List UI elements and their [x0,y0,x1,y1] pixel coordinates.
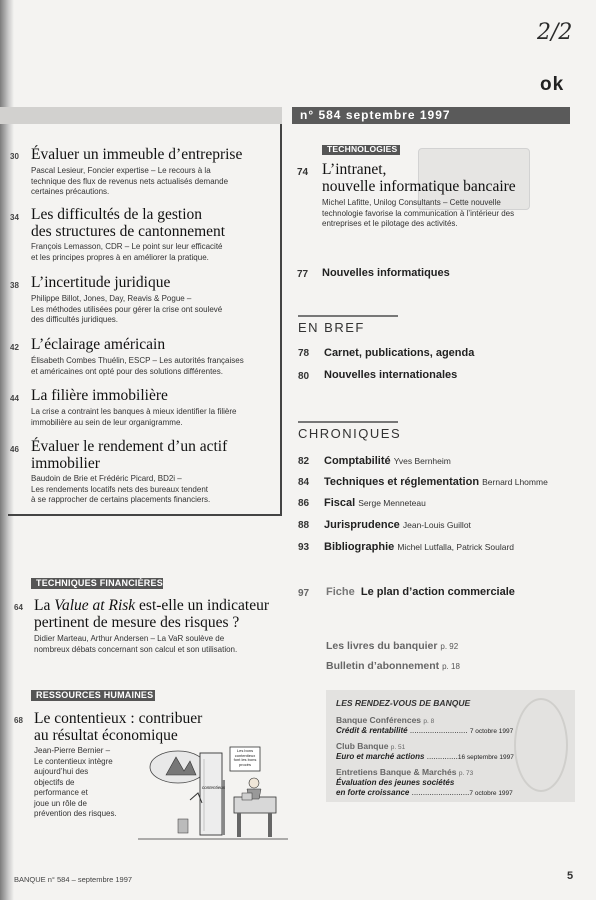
article-desc: Pascal Lesieur, Foncier expertise – Le recours à la technique des flux de revenus nets actualisés demande certaines précautions. [31,166,229,196]
page-number: 82 [298,456,310,467]
page-number: 34 [10,213,19,222]
item-title: Nouvelles internationales [324,369,458,381]
article-title: L’éclairage américain [31,336,166,353]
page-number: 64 [14,603,23,612]
cartoon-drawing [138,745,288,845]
chronique-item: Comptabilité Yves Bernheim [324,455,451,467]
rdv-event: Euro et marché actions ..............16 septembre 1997 [336,752,514,761]
article-title: Le contentieux : contribuer au résultat économique [34,710,203,744]
section-rule [298,421,398,423]
chronique-item: Techniques et réglementation Bernard Lhomme [324,476,548,488]
rdv-event: Crédit & rentabilité .......................... 7 octobre 1997 [336,726,514,735]
article-desc: Michel Lafitte, Unilog Consultants – Cette nouvelle technologie favorise la communication à l’intérieur des entreprises et le pilotage des activités. [322,198,515,228]
section-rule [298,315,398,317]
page-fraction-note: 2/2 [537,20,573,45]
rdv-name: Banque Conférences p. 8 [336,715,435,725]
item-title: Carnet, publications, agenda [324,347,475,359]
rdv-event: Évaluation des jeunes sociétés en forte croissance ..........................7 octobre 1997 [336,778,513,797]
cartoon-sign: Les bons contentieux font les bons procès [233,748,257,767]
article-title: L’incertitude juridique [31,274,171,291]
article-desc: François Lemasson, CDR – Le point sur leur efficacité et les principes propres à en améliorer la pratique. [31,242,223,262]
section-label-techniques: TECHNIQUES FINANCIÈRES [36,578,163,588]
section-label-technologies: TECHNOLOGIES [327,144,398,154]
header-band-left [0,107,282,124]
section-heading: EN BREF [298,320,365,335]
article-title: Évaluer le rendement d’un actif immobilier [31,438,228,472]
cartoon-door-label: contentieux [202,785,226,790]
page-number: 88 [298,520,310,531]
page-number: 46 [10,445,19,454]
ok-mark: ok [540,74,565,95]
article-desc: Philippe Billot, Jones, Day, Reavis & Pogue – Les méthodes utilisées pour gérer la crise ont soulevé des difficultés juridiques. [31,294,223,324]
footer-page-number: 5 [567,870,574,882]
item-title: Nouvelles informatiques [322,267,450,279]
article-desc: Baudoin de Brie et Frédéric Picard, BD2i – Les rendements locatifs nets des bureaux tendent à se rapprocher de certains placements financiers. [31,474,211,504]
rendez-vous-box [326,690,575,802]
page-number: 77 [297,269,309,280]
page-number: 74 [297,167,309,178]
decorative-swirl [514,698,568,792]
chronique-item: Jurisprudence Jean-Louis Guillot [324,519,471,531]
article-title: Les difficultés de la gestion des structures de cantonnement [31,206,226,240]
section-label-ressources: RESSOURCES HUMAINES [36,690,154,700]
rdv-name: Club Banque p. 51 [336,741,406,751]
page-number: 44 [10,394,19,403]
rendez-vous-heading: LES RENDEZ-VOUS DE BANQUE [336,698,471,708]
footer-text: BANQUE n° 584 – septembre 1997 [14,875,133,884]
article-title: La Value at Risk est-elle un indicateur pertinent de mesure des risques ? [34,597,270,631]
link-abonnement: Bulletin d’abonnement p. 18 [326,660,460,672]
link-livres: Les livres du banquier p. 92 [326,640,459,652]
article-title: La filière immobilière [31,387,168,404]
page-number: 78 [298,348,310,359]
article-desc: La crise a contraint les banques à mieux identifier la filière immobilière au sein de leur organigramme. [31,407,237,427]
page-number: 80 [298,371,310,382]
article-desc: Élisabeth Combes Thuélin, ESCP – Les autorités françaises et américaines ont opté pour des solutions différentes. [31,356,244,376]
cartoon-illustration [138,745,288,845]
page-number: 30 [10,152,19,161]
article-title: Évaluer un immeuble d’entreprise [31,146,243,163]
page-number: 97 [298,588,310,599]
section-heading: CHRONIQUES [298,426,402,441]
chronique-item: Bibliographie Michel Lutfalla, Patrick Soulard [324,541,515,553]
article-desc: Jean-Pierre Bernier – Le contentieux intègre aujourd’hui des objectifs de performance et joue un rôle de prévention des risques. [34,746,117,818]
article-desc: Didier Marteau, Arthur Andersen – La VaR soulève de nombreux débats concernant son calcul et son utilisation. [34,634,238,654]
issue-bar [292,107,570,124]
page-number: 38 [10,281,19,290]
page-number: 86 [298,498,310,509]
page-number: 93 [298,542,310,553]
issue-label: n° 584 septembre 1997 [300,108,451,122]
page-number: 68 [14,716,23,725]
page-number: 42 [10,343,19,352]
fiche-item: Fiche Le plan d’action commerciale [326,586,515,598]
chronique-item: Fiscal Serge Menneteau [324,497,426,509]
article-title: L’intranet, nouvelle informatique bancaire [322,161,516,195]
page-number: 84 [298,477,310,488]
rdv-name: Entretiens Banque & Marchés p. 73 [336,767,474,777]
